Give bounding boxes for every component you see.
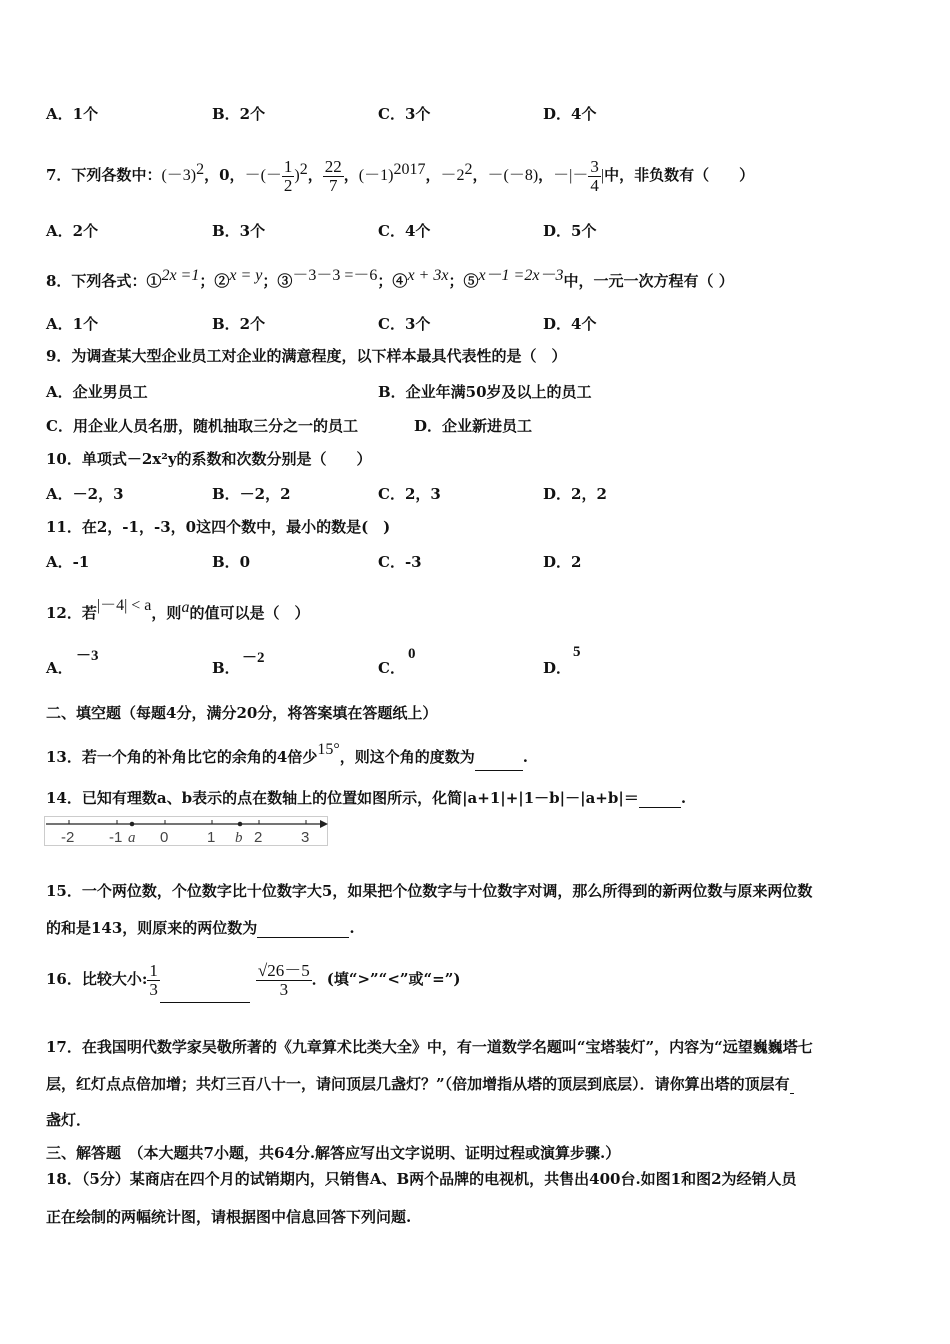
q8-option-d: D．4个 — [543, 315, 597, 333]
tick-label: 2 — [254, 829, 263, 846]
q9-option-c: C．用企业人员名册，随机抽取三分之一的员工 — [46, 417, 358, 435]
q7-term-7a: －|－ — [553, 167, 589, 184]
q10-option-a: A．－2，3 — [46, 485, 124, 503]
tick-label: 1 — [207, 829, 216, 846]
q12-option-b-value: －2 — [242, 650, 265, 666]
q13-stem — [46, 736, 528, 771]
q9-stem: 9．为调查某大型企业员工对企业的满意程度，以下样本最具代表性的是（ ） — [46, 347, 567, 365]
q12-option-c-value: 0 — [408, 646, 416, 662]
frac-den: 4 — [590, 175, 599, 195]
tick-label: -2 — [61, 829, 75, 846]
q18-line-1: 18．（5分）某商店在四个月的试销期内，只销售A、B两个品牌的电视机，共售出400台.如图1和图2为经销人员 — [46, 1170, 797, 1188]
q12-option-d: D． — [543, 659, 572, 677]
q11-option-d: D．2 — [543, 553, 582, 571]
q7-sep: ， — [343, 166, 359, 184]
q7-term-2a: －(－ — [244, 167, 282, 184]
q7-term-4-exp: 2017 — [393, 161, 426, 178]
q7-term-2-exp: 2 — [299, 161, 308, 178]
q7-sep: ， — [472, 166, 488, 184]
q7-option-c: C．4个 — [378, 222, 431, 240]
q16-suffix: ．(填“>”“<”或“=”) — [311, 970, 461, 988]
q7-term-5: －2 — [440, 167, 465, 184]
tick-label: 0 — [160, 829, 169, 846]
q14-end: . — [680, 789, 687, 807]
q7-term-1-exp: 2 — [196, 161, 205, 178]
point-a — [130, 822, 135, 827]
q17-line-2 — [46, 1074, 794, 1094]
q6-option-c: C．3个 — [378, 105, 431, 123]
frac-num: 22 — [324, 156, 342, 176]
frac-num: 3 — [590, 156, 599, 176]
q15-text: 的和是143，则原来的两位数为 — [46, 919, 258, 937]
q7-prefix: 7．下列各数中： — [46, 166, 162, 184]
q16-stem — [46, 955, 460, 1003]
q8-eq-1: 2x =1 — [161, 267, 200, 284]
q17-text: 层，红灯点点倍加增；共灯三百八十一，请问顶层几盏灯？”（倍加增指从塔的顶层到底层）．请你算出塔的顶层有 — [46, 1075, 790, 1093]
q8-option-b: B．2个 — [212, 315, 266, 333]
q15-line-1: 15．一个两位数，个位数字比十位数字大5，如果把个位数字与十位数字对调，那么所得到的新两位数与原来两位数 — [46, 882, 813, 900]
q7-sep: ， — [538, 166, 554, 184]
section-2-heading: 二、填空题（每题4分，满分20分，将答案填在答题纸上） — [46, 704, 438, 722]
q13-answer-blank[interactable] — [475, 752, 523, 771]
q9-option-d: D．企业新进员工 — [414, 417, 533, 435]
q12-expr: |－4| < a — [96, 597, 152, 614]
q12-prefix: 12．若 — [46, 604, 97, 622]
q12-stem — [46, 592, 309, 627]
q7-sep: ，0， — [204, 166, 245, 184]
q18-line-2: 正在绘制的两幅统计图，请根据图中信息回答下列问题. — [46, 1208, 412, 1226]
q8-sep: ；④ — [377, 272, 408, 290]
q16-frac-1-3 — [147, 962, 160, 999]
q15-line-2 — [46, 918, 355, 938]
number-line-figure — [44, 816, 334, 850]
q7-frac-3-4 — [588, 158, 601, 195]
q12-option-b: B． — [212, 659, 240, 677]
q9-option-a: A．企业男员工 — [46, 383, 148, 401]
q7-term-1: (－3) — [161, 167, 197, 184]
q8-suffix: 中，一元一次方程有（ ） — [563, 272, 734, 290]
q7-option-a: A．2个 — [46, 222, 99, 240]
q12-option-a-value: －3 — [76, 648, 99, 664]
tick-label-b: b — [235, 830, 243, 846]
frac-den: 3 — [279, 979, 289, 999]
q14-text: 14．已知有理数a、b表示的点在数轴上的位置如图所示，化简|a+1|+|1－b|－|a+b|＝ — [46, 789, 639, 807]
q13-suffix: ，则这个角的度数为 — [339, 748, 475, 766]
q7-term-7b: | — [600, 167, 605, 184]
q7-option-b: B．3个 — [212, 222, 266, 240]
q6-option-a: A．1个 — [46, 105, 99, 123]
q15-end: . — [349, 919, 355, 937]
number-line-arrow — [320, 820, 328, 828]
q8-option-a: A．1个 — [46, 315, 99, 333]
tick-label: -1 — [109, 829, 123, 846]
q12-mid: ，则 — [151, 604, 182, 622]
q13-end: . — [522, 748, 528, 766]
q10-option-b: B．－2，2 — [212, 485, 291, 503]
q9-option-b: B．企业年满50岁及以上的员工 — [378, 383, 592, 401]
q10-option-c: C．2，3 — [378, 485, 441, 503]
q7-option-d: D．5个 — [543, 222, 597, 240]
q7-term-6: －(－8) — [487, 167, 539, 184]
q7-frac-22-7 — [323, 158, 344, 195]
q11-option-b: B．0 — [212, 553, 251, 571]
q17-answer-blank[interactable] — [790, 1075, 794, 1094]
q16-frac-sqrt — [256, 962, 312, 999]
q7-sep: ， — [307, 166, 323, 184]
q7-frac-half — [282, 158, 295, 195]
q8-option-c: C．3个 — [378, 315, 431, 333]
q11-stem: 11．在2，-1，-3，0这四个数中，最小的数是( ) — [46, 518, 391, 536]
tick-label: 3 — [301, 829, 310, 846]
q11-option-a: A．-1 — [46, 553, 90, 571]
tick-label-a: a — [128, 830, 136, 846]
q6-option-b: B．2个 — [212, 105, 266, 123]
frac-den: 3 — [149, 979, 158, 999]
q12-suffix: 的值可以是（ ） — [189, 604, 310, 622]
q13-angle: 15° — [317, 741, 340, 758]
q16-prefix: 16．比较大小: — [46, 970, 148, 988]
q8-eq-5: x－1 =2x－3 — [478, 267, 564, 284]
q11-option-c: C．-3 — [378, 553, 422, 571]
q8-eq-4: x + 3x — [407, 267, 449, 284]
q10-option-d: D．2，2 — [543, 485, 607, 503]
point-b — [238, 822, 243, 827]
q6-option-d: D．4个 — [543, 105, 597, 123]
frac-num: 1 — [283, 156, 293, 176]
frac-num: 1 — [149, 960, 158, 980]
frac-den: 7 — [329, 175, 338, 195]
number-line-border — [45, 817, 328, 846]
q8-stem — [46, 262, 734, 295]
q15-answer-blank[interactable] — [257, 919, 349, 938]
q12-option-a: A． — [46, 659, 73, 677]
q7-term-5-exp: 2 — [464, 161, 473, 178]
q7-term-4: (－1) — [358, 167, 394, 184]
q12-option-d-value: 5 — [573, 644, 581, 660]
q14-answer-blank[interactable] — [639, 789, 681, 808]
q8-prefix: 8．下列各式：① — [46, 272, 162, 290]
q12-option-c: C． — [378, 659, 405, 677]
q8-sep: ；② — [199, 272, 230, 290]
q8-eq-3: －3－3 =－6 — [292, 267, 378, 284]
q7-term-2b: ) — [294, 167, 300, 184]
q10-stem: 10．单项式－2x²y的系数和次数分别是（ ） — [46, 450, 372, 468]
q13-prefix: 13．若一个角的补角比它的余角的4倍少 — [46, 748, 318, 766]
q16-answer-blank[interactable] — [160, 980, 250, 1003]
q8-sep: ；⑤ — [448, 272, 479, 290]
q17-line-1: 17．在我国明代数学家吴敬所著的《九章算术比类大全》中，有一道数学名题叫“宝塔装灯”，内容为“远望巍巍塔七 — [46, 1038, 813, 1056]
q12-var: a — [181, 599, 190, 616]
q7-suffix: 中，非负数有（ ） — [604, 166, 755, 184]
q17-line-3: 盏灯． — [46, 1111, 92, 1129]
q14-stem — [46, 788, 686, 808]
section-3-heading: 三、解答题 （本大题共7小题，共64分.解答应写出文字说明、证明过程或演算步骤.） — [46, 1144, 621, 1162]
frac-den: 2 — [283, 175, 293, 195]
frac-num: √26－5 — [257, 960, 310, 980]
q8-sep: ；③ — [262, 272, 293, 290]
q8-eq-2: x = y — [229, 267, 263, 284]
q7-stem — [46, 143, 754, 203]
q7-sep: ， — [425, 166, 441, 184]
